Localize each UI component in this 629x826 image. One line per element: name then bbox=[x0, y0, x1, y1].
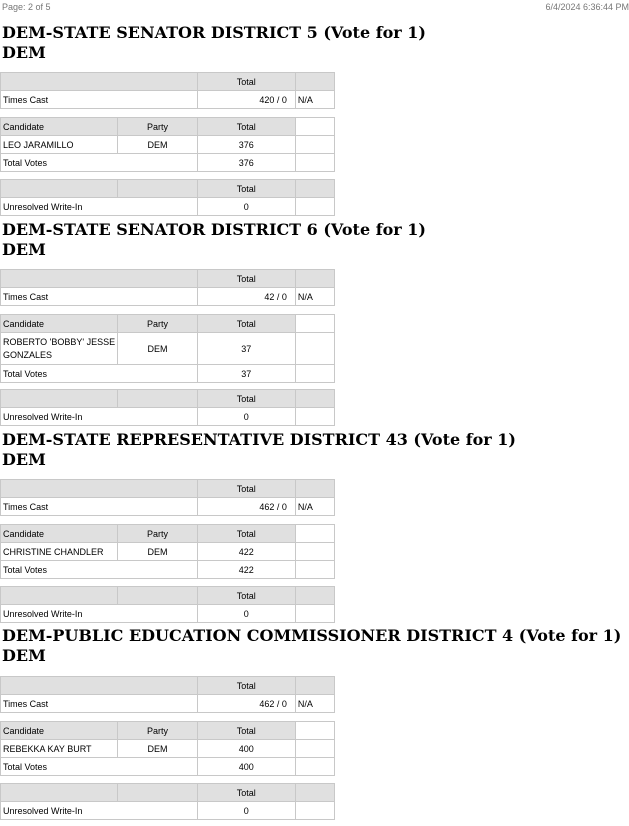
candidate-header: Candidate bbox=[1, 722, 118, 740]
times-cast-na: N/A bbox=[295, 498, 334, 516]
times-cast-label: Times Cast bbox=[1, 695, 198, 713]
blank-header-cell bbox=[1, 270, 198, 288]
party-header: Party bbox=[118, 722, 197, 740]
unresolved-writein-value: 0 bbox=[197, 605, 295, 623]
total-votes-label: Total Votes bbox=[1, 561, 198, 579]
blank-cell bbox=[295, 525, 334, 543]
contest-party-line: DEM bbox=[2, 43, 46, 62]
blank-cell bbox=[295, 136, 334, 154]
times-cast-label: Times Cast bbox=[1, 91, 198, 109]
blank-header-cell bbox=[1, 480, 198, 498]
candidate-header: Candidate bbox=[1, 525, 118, 543]
unresolved-writein-label: Unresolved Write-In bbox=[1, 605, 198, 623]
candidate-total: 422 bbox=[197, 543, 295, 561]
blank-header-cell bbox=[118, 180, 197, 198]
times-cast-value: 420 / 0 bbox=[197, 91, 295, 109]
total-votes-value: 422 bbox=[197, 561, 295, 579]
unresolved-writein-label: Unresolved Write-In bbox=[1, 802, 198, 820]
times-cast-na: N/A bbox=[295, 695, 334, 713]
candidate-table bbox=[0, 314, 335, 383]
blank-header-cell bbox=[295, 784, 334, 802]
total-header: Total bbox=[197, 722, 295, 740]
times-cast-table bbox=[0, 676, 335, 713]
writein-table bbox=[0, 783, 335, 820]
contest-title: DEM-STATE SENATOR DISTRICT 6 (Vote for 1) bbox=[2, 220, 426, 239]
blank-header-cell bbox=[1, 677, 198, 695]
total-header: Total bbox=[197, 525, 295, 543]
blank-cell bbox=[295, 154, 334, 172]
contest-section bbox=[0, 430, 629, 470]
page-number: Page: 2 of 5 bbox=[2, 2, 51, 12]
candidate-table bbox=[0, 117, 335, 172]
blank-cell bbox=[295, 118, 334, 136]
times-cast-na: N/A bbox=[295, 91, 334, 109]
times-cast-label: Times Cast bbox=[1, 288, 198, 306]
contest-title: DEM-STATE REPRESENTATIVE DISTRICT 43 (Vote for 1) bbox=[2, 430, 516, 449]
blank-cell bbox=[295, 605, 334, 623]
unresolved-writein-value: 0 bbox=[197, 408, 295, 426]
candidate-total: 376 bbox=[197, 136, 295, 154]
blank-header-cell bbox=[1, 73, 198, 91]
blank-header-cell bbox=[118, 784, 197, 802]
unresolved-writein-value: 0 bbox=[197, 198, 295, 216]
contest-party-line: DEM bbox=[2, 646, 46, 665]
unresolved-writein-label: Unresolved Write-In bbox=[1, 408, 198, 426]
blank-cell bbox=[295, 198, 334, 216]
blank-cell bbox=[295, 333, 334, 365]
times-cast-label: Times Cast bbox=[1, 498, 198, 516]
blank-cell bbox=[295, 802, 334, 820]
blank-header-cell bbox=[295, 390, 334, 408]
total-header: Total bbox=[197, 270, 295, 288]
writein-table bbox=[0, 179, 335, 216]
total-votes-label: Total Votes bbox=[1, 154, 198, 172]
blank-header-cell bbox=[295, 587, 334, 605]
blank-cell bbox=[295, 722, 334, 740]
party-header: Party bbox=[118, 315, 197, 333]
times-cast-table bbox=[0, 269, 335, 306]
party-header: Party bbox=[118, 118, 197, 136]
candidate-name: ROBERTO 'BOBBY' JESSE GONZALES bbox=[1, 333, 118, 365]
total-header: Total bbox=[197, 118, 295, 136]
contest-title: DEM-PUBLIC EDUCATION COMMISSIONER DISTRICT 4 (Vote for 1) bbox=[2, 626, 622, 645]
contest-section bbox=[0, 220, 629, 260]
candidate-table bbox=[0, 524, 335, 579]
candidate-name: REBEKKA KAY BURT bbox=[1, 740, 118, 758]
blank-header-cell bbox=[1, 180, 118, 198]
party-header: Party bbox=[118, 525, 197, 543]
blank-cell bbox=[295, 543, 334, 561]
candidate-table bbox=[0, 721, 335, 776]
blank-cell bbox=[295, 315, 334, 333]
blank-cell bbox=[295, 408, 334, 426]
candidate-header: Candidate bbox=[1, 118, 118, 136]
blank-header-cell bbox=[1, 587, 118, 605]
contest-party-line: DEM bbox=[2, 240, 46, 259]
times-cast-table bbox=[0, 72, 335, 109]
total-header: Total bbox=[197, 315, 295, 333]
contest-title: DEM-STATE SENATOR DISTRICT 5 (Vote for 1) bbox=[2, 23, 426, 42]
candidate-party: DEM bbox=[118, 740, 197, 758]
times-cast-value: 462 / 0 bbox=[197, 498, 295, 516]
blank-cell bbox=[295, 758, 334, 776]
candidate-name: LEO JARAMILLO bbox=[1, 136, 118, 154]
candidate-party: DEM bbox=[118, 333, 197, 365]
total-header: Total bbox=[197, 677, 295, 695]
total-votes-value: 37 bbox=[197, 365, 295, 383]
candidate-header: Candidate bbox=[1, 315, 118, 333]
blank-header-cell bbox=[118, 587, 197, 605]
blank-header-cell bbox=[118, 390, 197, 408]
total-header: Total bbox=[197, 587, 295, 605]
contest-section bbox=[0, 23, 629, 63]
unresolved-writein-value: 0 bbox=[197, 802, 295, 820]
unresolved-writein-label: Unresolved Write-In bbox=[1, 198, 198, 216]
times-cast-na: N/A bbox=[295, 288, 334, 306]
times-cast-value: 42 / 0 bbox=[197, 288, 295, 306]
total-header: Total bbox=[197, 784, 295, 802]
total-header: Total bbox=[197, 390, 295, 408]
candidate-party: DEM bbox=[118, 136, 197, 154]
blank-cell bbox=[295, 740, 334, 758]
total-header: Total bbox=[197, 180, 295, 198]
blank-header-cell bbox=[295, 480, 334, 498]
total-votes-label: Total Votes bbox=[1, 758, 198, 776]
total-votes-label: Total Votes bbox=[1, 365, 198, 383]
times-cast-value: 462 / 0 bbox=[197, 695, 295, 713]
blank-header-cell bbox=[1, 784, 118, 802]
candidate-total: 37 bbox=[197, 333, 295, 365]
total-votes-value: 376 bbox=[197, 154, 295, 172]
candidate-name: CHRISTINE CHANDLER bbox=[1, 543, 118, 561]
report-timestamp: 6/4/2024 6:36:44 PM bbox=[545, 2, 629, 12]
blank-header-cell bbox=[295, 677, 334, 695]
candidate-party: DEM bbox=[118, 543, 197, 561]
candidate-total: 400 bbox=[197, 740, 295, 758]
total-votes-value: 400 bbox=[197, 758, 295, 776]
total-header: Total bbox=[197, 73, 295, 91]
blank-header-cell bbox=[1, 390, 118, 408]
blank-cell bbox=[295, 561, 334, 579]
page-header bbox=[0, 0, 629, 14]
blank-header-cell bbox=[295, 73, 334, 91]
writein-table bbox=[0, 389, 335, 426]
blank-header-cell bbox=[295, 180, 334, 198]
blank-cell bbox=[295, 365, 334, 383]
total-header: Total bbox=[197, 480, 295, 498]
blank-header-cell bbox=[295, 270, 334, 288]
times-cast-table bbox=[0, 479, 335, 516]
contest-party-line: DEM bbox=[2, 450, 46, 469]
writein-table bbox=[0, 586, 335, 623]
contest-section bbox=[0, 626, 629, 666]
